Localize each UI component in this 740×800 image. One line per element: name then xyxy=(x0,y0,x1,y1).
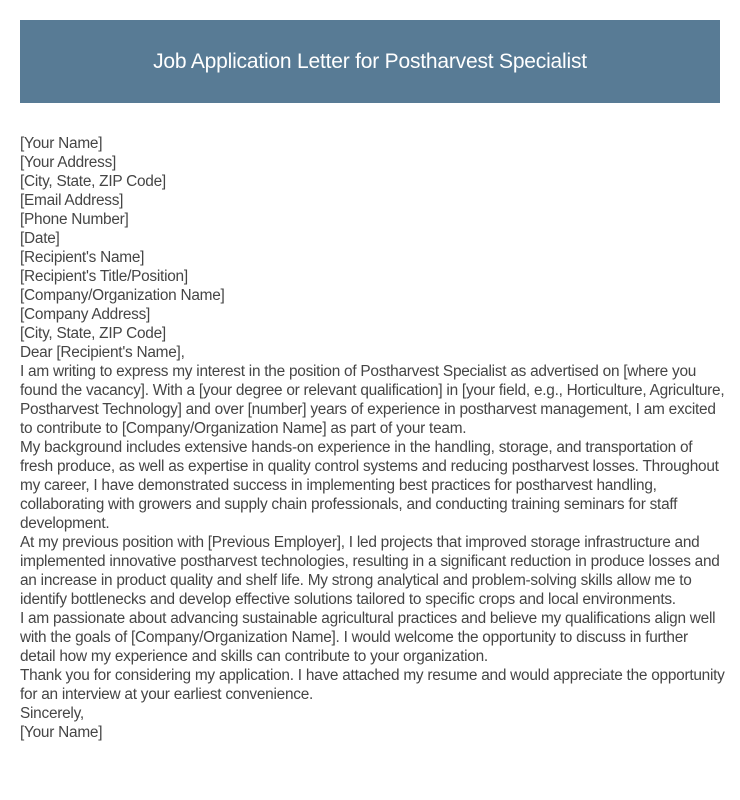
letter-date: [Date] xyxy=(20,230,60,247)
sender-email: [Email Address] xyxy=(20,192,124,209)
salutation: Dear [Recipient's Name], xyxy=(20,344,185,361)
paragraph-intro: I am writing to express my interest in the position of Postharvest Specialist as advertised on [where you found the vacancy]. With a [your degree or relevant qualification] in [your field, e.g., Horticulture, Agriculture, Postharvest Technology] and over [number] years of experience in postharvest management, I am excited to contribute to [Company/Organization Name] as part of your team. xyxy=(20,363,725,437)
letter-body xyxy=(20,134,725,742)
closing: Sincerely, xyxy=(20,705,84,722)
page-header xyxy=(20,20,720,103)
signature: [Your Name] xyxy=(20,724,103,741)
recipient-address: [Company Address] xyxy=(20,306,151,323)
recipient-title: [Recipient's Title/Position] xyxy=(20,268,188,285)
paragraph-thanks: Thank you for considering my application. I have attached my resume and would appreciate the opportunity for an interview at your earliest convenience. xyxy=(20,667,725,703)
sender-phone: [Phone Number] xyxy=(20,211,129,228)
page-title: Job Application Letter for Postharvest Specialist xyxy=(153,49,587,73)
paragraph-background: My background includes extensive hands-on experience in the handling, storage, and transportation of fresh produce, as well as expertise in quality control systems and reducing postharvest losses. Throughout my career, I have demonstrated success in implementing best practices for postharvest handling, collaborating with growers and supply chain professionals, and conducting training seminars for staff development. xyxy=(20,439,719,532)
sender-address: [Your Address] xyxy=(20,154,117,171)
sender-name: [Your Name] xyxy=(20,135,103,152)
recipient-city-state-zip: [City, State, ZIP Code] xyxy=(20,325,166,342)
recipient-company: [Company/Organization Name] xyxy=(20,287,225,304)
recipient-name: [Recipient's Name] xyxy=(20,249,145,266)
paragraph-passion: I am passionate about advancing sustainable agricultural practices and believe my qualifications align well with the goals of [Company/Organization Name]. I would welcome the opportunity to discuss in further detail how my experience and skills can contribute to your organization. xyxy=(20,610,716,665)
paragraph-previous-position: At my previous position with [Previous Employer], I led projects that improved storage infrastructure and implemented innovative postharvest technologies, resulting in a significant reduction in produce losses and an increase in product quality and shelf life. My strong analytical and problem-solving skills allow me to identify bottlenecks and develop effective solutions tailored to specific crops and local environments. xyxy=(20,534,720,608)
sender-city-state-zip: [City, State, ZIP Code] xyxy=(20,173,166,190)
